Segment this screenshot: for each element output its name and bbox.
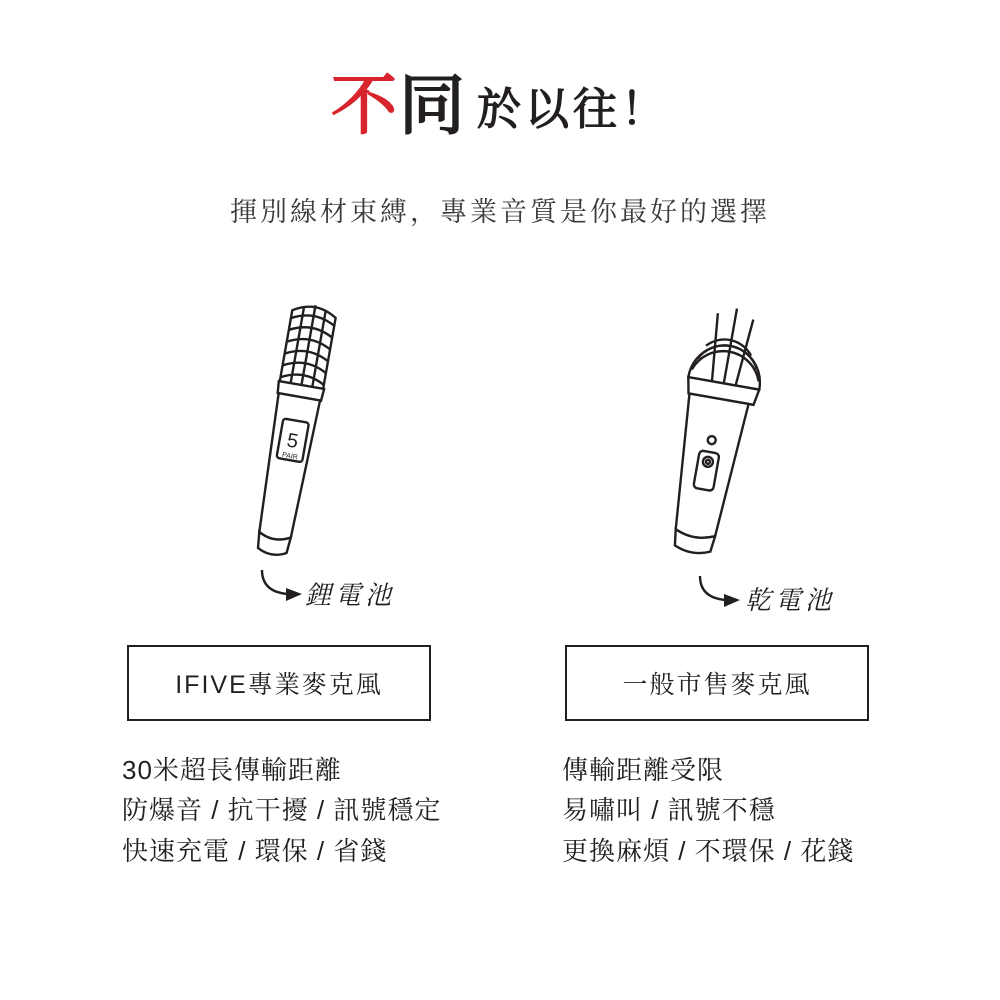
product-name-label: 一般市售麥克風	[622, 671, 812, 699]
headline-suffix: 於以往！	[477, 85, 669, 134]
feature-list	[122, 750, 522, 871]
battery-type-label: 乾電池	[745, 586, 836, 615]
headline-red-char: 不	[331, 68, 399, 142]
wired-microphone-icon	[610, 290, 810, 610]
microphone-illustration-wireless	[80, 290, 500, 620]
comparison-column-generic	[500, 290, 920, 866]
product-name-box	[565, 645, 869, 721]
comparison-column-ifive	[80, 290, 500, 866]
list-item: 30米超長傳輸距離	[122, 755, 342, 785]
headline-dark-char: 同	[399, 68, 467, 142]
list-item: 更換麻煩 / 不環保 / 花錢	[562, 835, 855, 866]
page-title	[0, 68, 1000, 142]
page-subtitle: 揮別線材束縛，專業音質是你最好的選擇	[230, 197, 770, 227]
svg-text:5: 5	[285, 429, 300, 454]
microphone-illustration-wired	[500, 290, 920, 620]
list-item: 防爆音 / 抗干擾 / 訊號穩定	[122, 795, 442, 826]
svg-text:PAIR: PAIR	[281, 451, 299, 462]
list-item: 易嘯叫 / 訊號不穩	[562, 795, 776, 826]
product-name-label: IFIVE專業麥克風	[175, 671, 383, 699]
battery-type-label: 鋰電池	[305, 581, 396, 610]
list-item: 快速充電 / 環保 / 省錢	[122, 835, 388, 866]
list-item: 傳輸距離受限	[562, 755, 725, 785]
product-name-box	[127, 645, 431, 721]
feature-list	[562, 750, 962, 871]
wireless-microphone-icon	[190, 290, 390, 610]
